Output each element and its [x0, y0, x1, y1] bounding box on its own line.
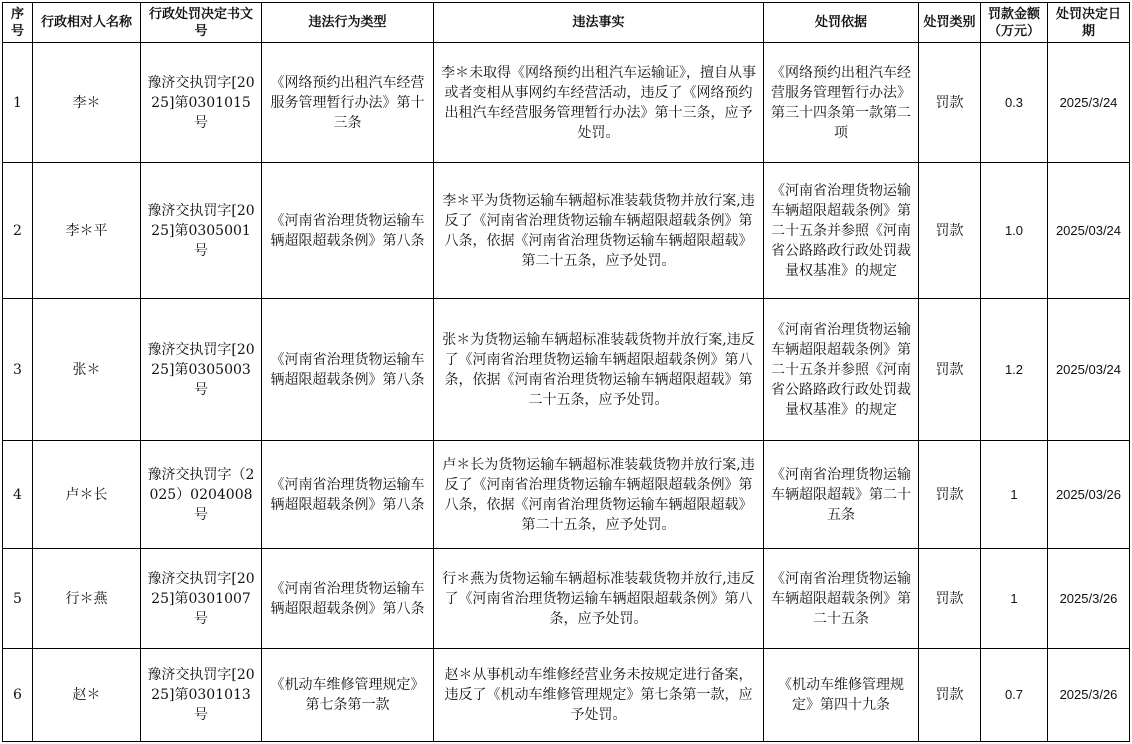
cell-date: 2025/03/26 [1048, 441, 1130, 549]
header-fact: 违法事实 [434, 3, 764, 43]
cell-doc: 豫济交执罚字（2025）0204008号 [141, 441, 262, 549]
table-row [3, 43, 1130, 163]
penalty-table [2, 2, 1130, 742]
cell-no: 1 [3, 43, 33, 163]
cell-fact: 李＊平为货物运输车辆超标准装载货物并放行案,违反了《河南省治理货物运输车辆超限超载条例》第八条，依据《河南省治理货物运输车辆超限超载》第二十五条，应予处罚。 [434, 163, 764, 299]
header-type: 违法行为类型 [262, 3, 434, 43]
header-basis: 处罚依据 [764, 3, 919, 43]
cell-type: 《河南省治理货物运输车辆超限超载条例》第八条 [262, 549, 434, 649]
header-amount: 罚款金额（万元） [981, 3, 1048, 43]
cell-basis: 《机动车维修管理规定》第四十九条 [764, 649, 919, 742]
cell-fact: 张＊为货物运输车辆超标准装载货物并放行案,违反了《河南省治理货物运输车辆超限超载条例》第八条，依据《河南省治理货物运输车辆超限超载》第二十五条，应予处罚。 [434, 299, 764, 441]
cell-no: 5 [3, 549, 33, 649]
cell-date: 2025/3/24 [1048, 43, 1130, 163]
cell-date: 2025/3/26 [1048, 549, 1130, 649]
cell-date: 2025/03/24 [1048, 299, 1130, 441]
cell-no: 6 [3, 649, 33, 742]
cell-name: 卢＊长 [33, 441, 141, 549]
cell-fact: 行＊燕为货物运输车辆超标准装载货物并放行,违反了《河南省治理货物运输车辆超限超载条例》第八条，应予处罚。 [434, 549, 764, 649]
cell-no: 3 [3, 299, 33, 441]
header-no: 序号 [3, 3, 33, 43]
cell-amount: 1 [981, 549, 1048, 649]
header-category: 处罚类别 [919, 3, 981, 43]
cell-amount: 1.2 [981, 299, 1048, 441]
cell-basis: 《河南省治理货物运输车辆超限超载条例》第二十五条并参照《河南省公路路政行政处罚裁量权基准》的规定 [764, 299, 919, 441]
header-name: 行政相对人名称 [33, 3, 141, 43]
cell-amount: 1 [981, 441, 1048, 549]
cell-type: 《机动车维修管理规定》第七条第一款 [262, 649, 434, 742]
cell-date: 2025/3/26 [1048, 649, 1130, 742]
cell-amount: 0.3 [981, 43, 1048, 163]
cell-category: 罚款 [919, 163, 981, 299]
cell-category: 罚款 [919, 649, 981, 742]
cell-basis: 《河南省治理货物运输车辆超限超载条例》第二十五条 [764, 549, 919, 649]
cell-type: 《河南省治理货物运输车辆超限超载条例》第八条 [262, 299, 434, 441]
cell-category: 罚款 [919, 299, 981, 441]
cell-basis: 《网络预约出租汽车经营服务管理暂行办法》第三十四条第一款第二项 [764, 43, 919, 163]
header-date: 处罚决定日期 [1048, 3, 1130, 43]
cell-doc: 豫济交执罚字[2025]第0301015号 [141, 43, 262, 163]
cell-basis: 《河南省治理货物运输车辆超限超载条例》第二十五条并参照《河南省公路路政行政处罚裁量权基准》的规定 [764, 163, 919, 299]
table-row [3, 299, 1130, 441]
header-row [3, 3, 1130, 43]
cell-type: 《河南省治理货物运输车辆超限超载条例》第八条 [262, 163, 434, 299]
cell-basis: 《河南省治理货物运输车辆超限超载》第二十五条 [764, 441, 919, 549]
cell-name: 张＊ [33, 299, 141, 441]
cell-type: 《网络预约出租汽车经营服务管理暂行办法》第十三条 [262, 43, 434, 163]
cell-name: 李＊平 [33, 163, 141, 299]
cell-category: 罚款 [919, 441, 981, 549]
cell-name: 行＊燕 [33, 549, 141, 649]
cell-doc: 豫济交执罚字[2025]第0305001号 [141, 163, 262, 299]
header-doc: 行政处罚决定书文号 [141, 3, 262, 43]
cell-amount: 1.0 [981, 163, 1048, 299]
cell-category: 罚款 [919, 549, 981, 649]
cell-fact: 李＊未取得《网络预约出租汽车运输证》，擅自从事或者变相从事网约车经营活动，违反了《网络预约出租汽车经营服务管理暂行办法》第十三条，应予处罚。 [434, 43, 764, 163]
cell-name: 李＊ [33, 43, 141, 163]
cell-doc: 豫济交执罚字[2025]第0301013号 [141, 649, 262, 742]
table-row [3, 441, 1130, 549]
cell-no: 2 [3, 163, 33, 299]
cell-date: 2025/03/24 [1048, 163, 1130, 299]
cell-doc: 豫济交执罚字[2025]第0305003号 [141, 299, 262, 441]
table-row [3, 649, 1130, 742]
cell-no: 4 [3, 441, 33, 549]
cell-category: 罚款 [919, 43, 981, 163]
cell-fact: 赵＊从事机动车维修经营业务未按规定进行备案，违反了《机动车维修管理规定》第七条第一款，应予处罚。 [434, 649, 764, 742]
cell-name: 赵＊ [33, 649, 141, 742]
cell-amount: 0.7 [981, 649, 1048, 742]
cell-fact: 卢＊长为货物运输车辆超标准装载货物并放行案,违反了《河南省治理货物运输车辆超限超载条例》第八条，依据《河南省治理货物运输车辆超限超载》第二十五条，应予处罚。 [434, 441, 764, 549]
cell-type: 《河南省治理货物运输车辆超限超载条例》第八条 [262, 441, 434, 549]
cell-doc: 豫济交执罚字[2025]第0301007号 [141, 549, 262, 649]
table-row [3, 549, 1130, 649]
table-row [3, 163, 1130, 299]
